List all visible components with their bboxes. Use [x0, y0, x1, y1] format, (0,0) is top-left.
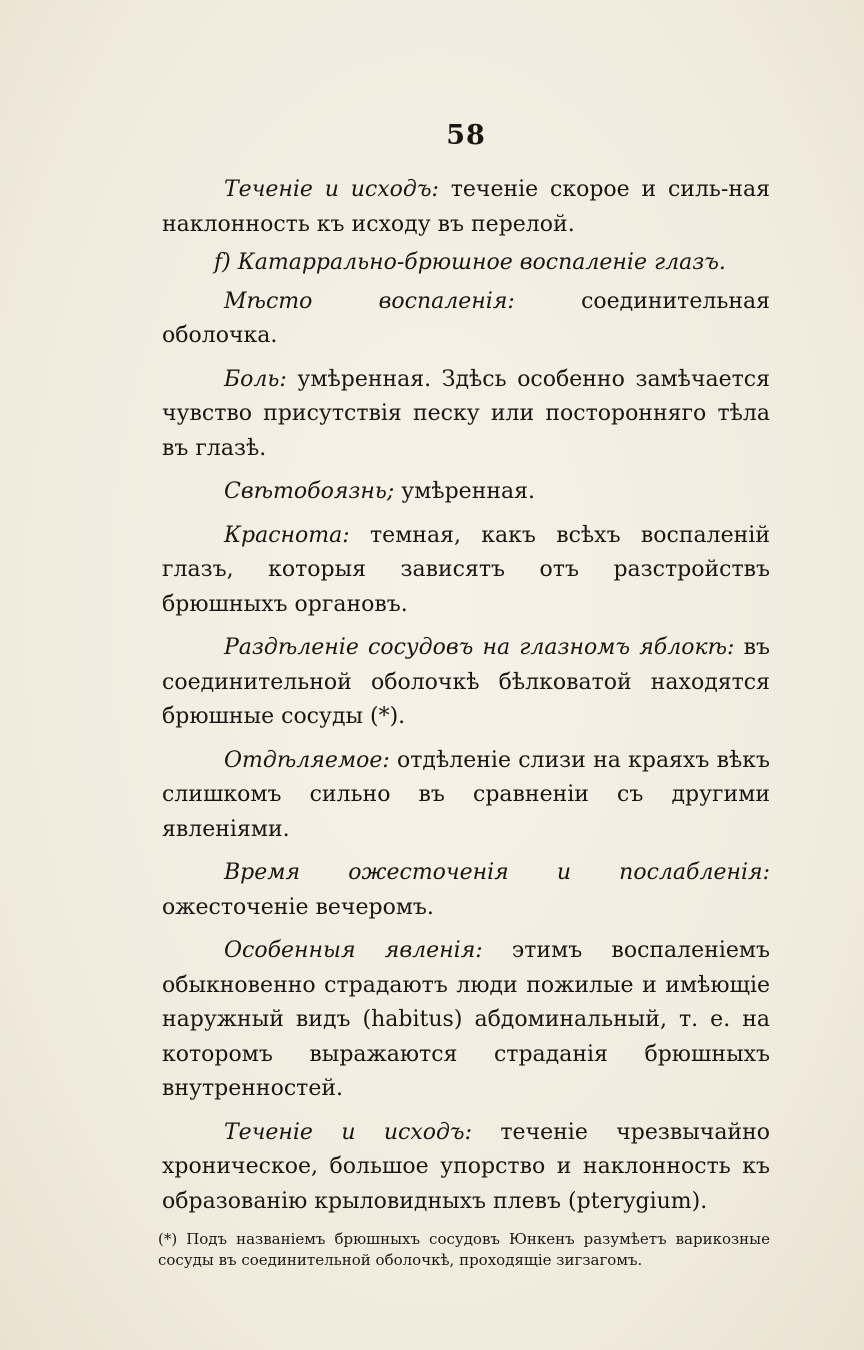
footnote-block	[158, 1229, 770, 1271]
paragraph-label: Время ожесточенія и послабленія:	[224, 860, 770, 885]
paragraph-label: Особенныя явленія:	[224, 938, 483, 963]
paragraph-text: теченіе скорое и силь-ная наклонность къ исходу въ перелой.	[162, 177, 770, 237]
paragraph-text: этимъ воспаленіемъ обыкновенно страдаютъ люди пожилые и имѣющіе наружный видъ (habitus) абдоминальный, т. е. на которомъ выражаются страданія брюшныхъ внутренностей.	[162, 938, 770, 1101]
paragraph-text: умѣренная. Здѣсь особенно замѣчается чувство присутствія песку или посторонняго тѣла въ глазѣ.	[162, 366, 770, 461]
paragraph-label: Раздѣленіе сосудовъ на глазномъ яблокѣ:	[224, 635, 735, 660]
paragraph-label: Теченіе и исходъ:	[224, 177, 439, 202]
paragraph-label: Свѣтобоязнь;	[224, 479, 395, 504]
paragraph-text: соединительная оболочка.	[162, 288, 770, 348]
paragraph-label: Краснота:	[224, 522, 350, 548]
paragraph-text: отдѣленіе слизи на краяхъ вѣкъ слишкомъ сильно въ сравненіи съ другими явленіями.	[162, 747, 770, 842]
footnote: (*) Подъ названіемъ брюшныхъ сосудовъ Юнкенъ разумѣетъ варикозные сосуды въ соединительной оболочкѣ, проходящіе зигзагомъ.	[158, 1230, 770, 1269]
paragraph-text: темная, какъ всѣхъ воспаленій глазъ, которыя зависятъ отъ разстройствъ брюшныхъ органовъ.	[162, 522, 770, 617]
paragraph-location	[162, 285, 770, 354]
paragraph-vessels	[162, 631, 770, 735]
paragraph-course-outcome-1	[162, 173, 770, 242]
paragraph-label: Теченіе и исходъ:	[224, 1119, 473, 1145]
paragraph-redness	[162, 519, 770, 623]
page-number: 58	[446, 120, 486, 151]
text-block	[158, 120, 770, 1286]
paragraph-label: Боль:	[224, 366, 287, 392]
paragraph-special-features	[162, 934, 770, 1107]
paragraph-label: Мѣсто воспаленія:	[224, 288, 515, 314]
paragraph-text: теченіе чрезвычайно хроническое, большое упорство и наклонность къ образованію крыловидныхъ плевъ (pterygium).	[162, 1119, 770, 1214]
paragraph-exacerbation	[162, 856, 770, 925]
paragraph-photophobia	[162, 475, 770, 510]
section-heading: f) Катаррально-брюшное воспаленіе глазъ.	[214, 250, 726, 275]
paragraph-label: Отдѣляемое:	[224, 747, 390, 773]
paragraph-text: ожесточеніе вечеромъ.	[162, 894, 434, 920]
paragraph-text: въ соединительной оболочкѣ бѣлковатой находятся брюшные сосуды (*).	[162, 635, 770, 729]
paragraph-text: умѣренная.	[394, 479, 536, 504]
paragraph-pain	[162, 363, 770, 467]
paragraph-course-outcome-2	[162, 1116, 770, 1220]
paragraph-discharge	[162, 744, 770, 848]
